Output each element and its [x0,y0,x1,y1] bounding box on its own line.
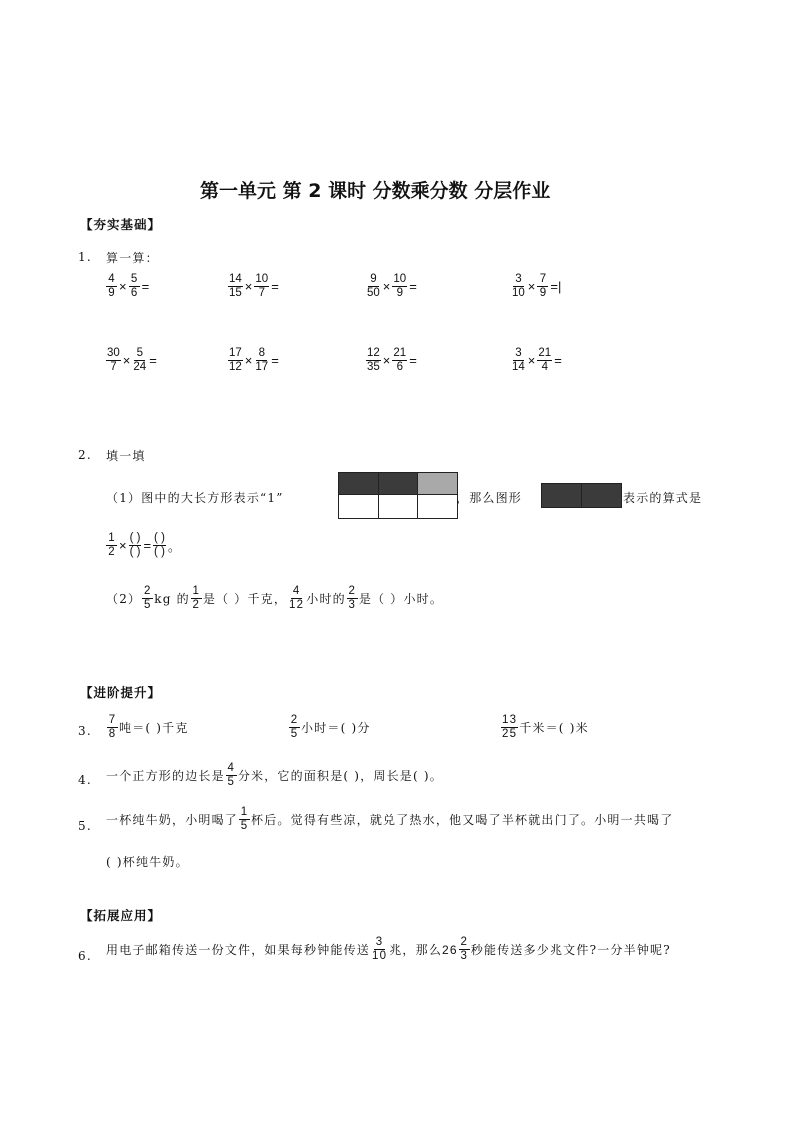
question-5-number: 5. [78,819,92,833]
question-2-part-1-text-c: 表示的算式是 [623,491,703,505]
q1-expression [510,273,562,300]
question-2-label: 填一填 [106,449,146,463]
question-3-number: 3. [78,724,92,738]
fraction: $\frac{8}{17}$ [255,347,269,373]
fraction: $\frac{2}{3}$ [348,585,357,611]
shaded-cell [542,484,582,508]
fraction: $\frac{5}{24}$ [133,347,147,373]
q1-expression [365,273,418,300]
question-3-part-b [288,714,371,741]
fraction: $\frac{21}{6}$ [393,347,407,373]
equals-sign[interactable]: = [271,353,279,368]
section-heading-extension: 【拓展应用】 [80,908,162,923]
empty-cell [418,495,458,519]
blank-fraction[interactable]: $\frac{( )}{( )}$ [154,532,165,558]
question-2-expression [105,532,182,559]
fraction: $\frac{2}{3}$ [460,936,469,962]
answer-blank-text[interactable]: 千米＝( )米 [519,721,589,735]
empty-cell [339,495,379,519]
fraction: $\frac{17}{12}$ [229,347,242,373]
page-title: 第一单元 第 2 课时 分数乘分数 分层作业 [200,180,551,202]
fraction: $\frac{4}{12}$ [289,585,305,611]
times-sign: × [122,353,131,368]
q1-expression [227,347,280,374]
question-1-label: 算一算： [106,251,159,265]
fraction: $\frac{30}{7}$ [107,347,120,373]
question-6-number: 6. [78,949,92,963]
equals-sign[interactable]: = [141,279,150,294]
fraction: $\frac{12}{35}$ [367,347,380,373]
times-sign: × [382,279,391,294]
question-5-answer[interactable]: ( )杯纯牛奶。 [106,855,189,869]
period: 。 [167,539,181,554]
fraction: $\frac{2}{5}$ [143,585,152,611]
fraction: $\frac{13}{25}$ [502,714,518,740]
fraction: $\frac{4}{9}$ [106,273,117,300]
question-6-text [106,936,671,963]
fraction: $\frac{14}{15}$ [229,273,242,299]
fraction: $\frac{3}{14}$ [512,347,525,373]
times-sign: × [119,279,127,294]
fraction: $\frac{2}{5}$ [290,714,299,740]
text: 杯后。觉得有些凉，就兑了热水，他又喝了半杯就出门了。小明一共喝了 [251,813,674,827]
fraction: $\frac{5}{6}$ [129,273,140,300]
times-sign: × [527,279,536,294]
times-sign: × [244,353,253,368]
part-2-label: （2） [106,592,142,606]
answer-blank-text[interactable]: 吨＝( )千克 [119,721,189,735]
light-shaded-cell [418,473,458,495]
times-sign: × [382,353,391,368]
shaded-cell [379,473,418,495]
answer-blank-text[interactable]: 分米，它的面积是( )，周长是( )。 [237,769,443,783]
fraction: $\frac{3}{10}$ [372,936,388,962]
text: 一杯纯牛奶，小明喝了 [106,813,239,827]
times-sign: × [244,279,253,294]
equals-sign[interactable]: = [149,353,157,368]
equals-sign[interactable]: = [271,279,279,294]
blank-fraction[interactable]: $\frac{( )}{( )}$ [129,532,141,558]
text: 用电子邮箱传送一份文件，如果每秒钟能传送 [106,943,371,957]
text: 小时的 [306,592,346,606]
equals-sign[interactable]: =| [550,279,562,294]
times-sign: × [527,353,536,368]
q1-expression [105,347,158,374]
answer-blank-text[interactable]: 小时＝( )分 [301,721,371,735]
fraction: $\frac{7}{8}$ [108,714,117,740]
fraction: $\frac{1}{2}$ [192,585,201,611]
equals-sign[interactable]: = [409,279,417,294]
q1-expression [365,347,418,374]
equals-sign[interactable]: = [409,353,417,368]
fraction: $\frac{4}{5}$ [227,762,236,788]
text: 一个正方形的边长是 [106,769,225,783]
answer-blank-text[interactable]: 是（ ）小时。 [358,592,444,606]
fraction: $\frac{3}{10}$ [512,273,525,299]
text: 秒能传送多少兆文件?一分半钟呢? [470,943,671,957]
question-3-part-c [500,714,589,741]
question-2-part-1-text-a: （1）图中的大长方形表示“1” [106,491,284,505]
q1-expression [510,347,563,374]
question-2-part-2 [106,585,443,612]
fraction: $\frac{7}{9}$ [537,273,548,300]
empty-cell [379,495,418,519]
section-heading-advanced: 【进阶提升】 [80,685,162,700]
text: kg 的 [154,592,190,606]
unit-rectangle-diagram [338,472,458,519]
answer-blank-text[interactable]: 是（ ）千克， [202,592,288,606]
fraction: $\frac{10}{9}$ [393,273,407,299]
q1-expression [227,273,280,300]
question-1-number: 1. [78,250,92,264]
fraction: $\frac{10}{7}$ [255,273,269,299]
fraction: $\frac{1}{5}$ [240,806,249,832]
shaded-cell [339,473,379,495]
fraction: $\frac{9}{50}$ [367,273,380,299]
shaded-cell [582,484,622,508]
question-2-number: 2. [78,448,92,462]
fraction: $\frac{1}{2}$ [106,532,117,559]
fraction: $\frac{21}{4}$ [538,347,552,373]
partial-shape-diagram [541,483,622,508]
question-2-part-1-text-b: ，那么图形 [456,491,523,505]
section-heading-basic: 【夯实基础】 [80,217,162,232]
question-4-text [106,762,443,789]
times-sign: × [119,538,127,553]
mixed-number-whole: 26 [442,942,458,957]
question-4-number: 4. [78,773,92,787]
text: 兆，那么 [389,943,443,957]
q1-expression [105,273,150,300]
equals-sign: = [143,538,152,553]
equals-sign[interactable]: = [554,353,562,368]
question-3-part-a [106,714,189,741]
question-5-text [106,806,673,833]
